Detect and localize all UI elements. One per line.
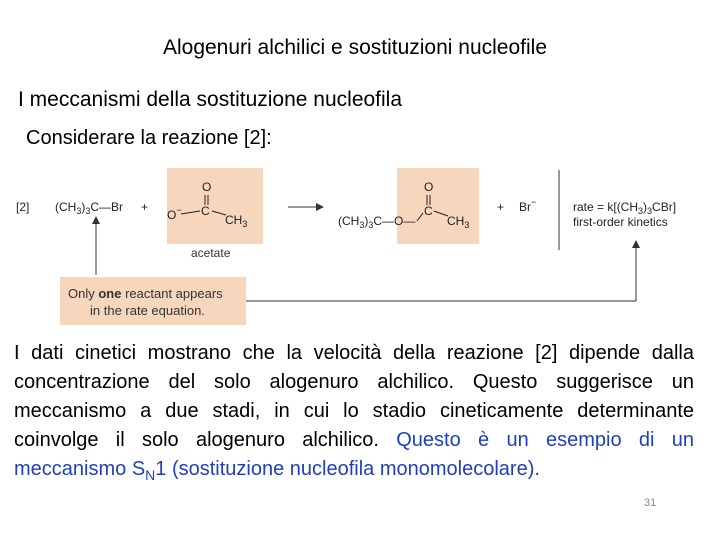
kinetics-label: first-order kinetics [573,215,668,229]
acetate-oxygen-anion: O− [167,205,182,222]
callout-line-1: Only one reactant appears [68,286,223,301]
slide-title: Alogenuri alchilici e sostituzioni nucleofile [162,36,548,59]
product-methyl: $CH_3$ [447,214,470,230]
bromide-ion: Br− [519,197,537,214]
product-highlight-box [397,168,479,244]
acetate-methyl: $CH_3$ [225,213,248,229]
product-carbon: C [424,204,433,218]
slide-subtitle: I meccanismi della sostituzione nucleofila [18,88,403,111]
reactant-formula: $(CH_3)_3C—Br$ [55,200,124,216]
acetate-carbonyl-oxygen: O [202,180,212,194]
page-number: 31 [644,497,657,509]
plus-sign-1: + [141,200,149,214]
rate-equation: rate = $k[(CH_3)_3CBr]$ [573,200,677,216]
reaction-arrowhead [316,203,324,211]
acetate-label: acetate [191,246,231,260]
product-carbonyl-oxygen: O [424,180,434,194]
callout-line-2: in the rate equation. [90,303,205,318]
product-formula: $(CH_3)_3C—O—$ [338,214,416,230]
plus-sign-2: + [497,200,505,214]
acetate-carbon: C [201,204,210,218]
body-paragraph [14,339,694,490]
reaction-scheme [0,160,720,335]
body-text-blue: Questo è un esempio di un meccanismo $S_N1$ (sostituzione nucleofila monomolecolare). [14,429,695,483]
callout-arrowhead-right [632,240,640,248]
callout-arrowhead-left [92,216,100,224]
equation-number: [2] [16,200,30,214]
body-text-black: I dati cinetici mostrano che la velocità della reazione [2] dipende dalla concentrazione del solo alogenuro alchilico. Questo suggerisce un meccanismo a due stadi, in cui lo stadio cineticamente determinante coinvolge il solo alogenuro alchilico. [14,342,694,451]
intro-text: Considerare la reazione [2]: [26,127,272,149]
